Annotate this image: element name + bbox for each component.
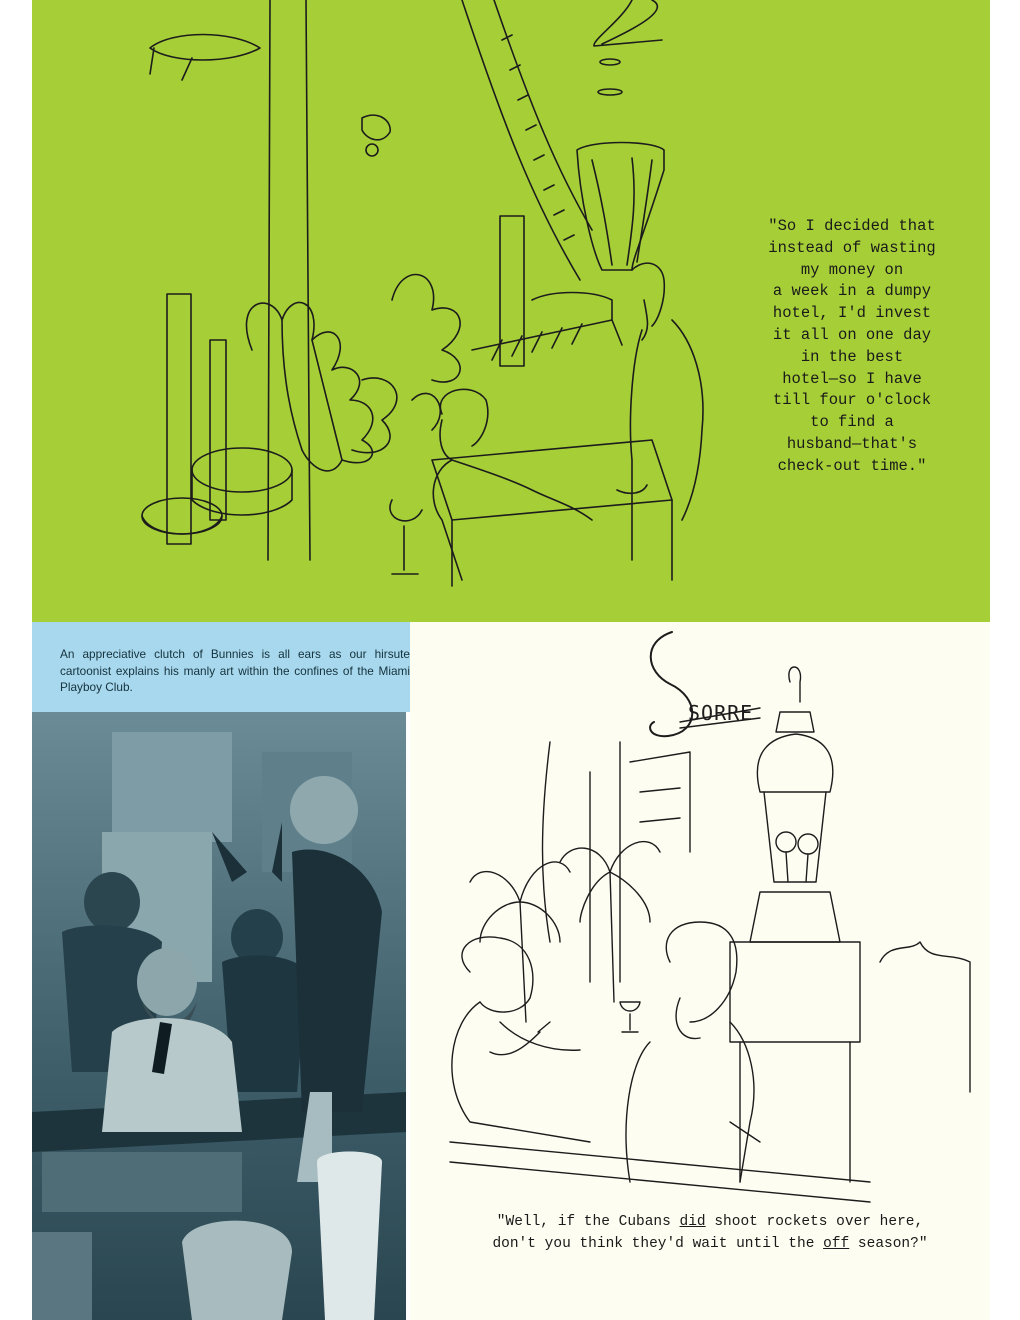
caption-emphasis-did: did bbox=[679, 1214, 706, 1230]
caption-line1-part1: "Well, if the Cubans bbox=[496, 1214, 680, 1230]
top-cartoon-caption: "So I decided that instead of wasting my money on a week in a dumpy hotel, I'd invest it all on one day in the best hotel—so I have till four o'clock to find a husband—that's check-out time." bbox=[768, 217, 936, 475]
caption-emphasis-off: off bbox=[823, 1235, 850, 1252]
caption-line2-part2: season?" bbox=[849, 1235, 928, 1252]
caption-line1-part2: shoot rockets over here, bbox=[705, 1214, 924, 1230]
bunnies-photo-illustration bbox=[32, 712, 406, 1320]
caption-line2-part1: don't you think they'd wait until the bbox=[492, 1235, 824, 1252]
photo-caption: An appreciative clutch of Bunnies is all ears as our hirsute cartoonist explains his manly art within the confines of the Miami Playboy Club. bbox=[60, 647, 410, 694]
bottom-cartoon-panel bbox=[410, 622, 990, 1320]
top-cartoon-panel bbox=[32, 0, 990, 622]
photo-caption-box bbox=[32, 622, 410, 712]
playboy-club-photo bbox=[32, 712, 406, 1320]
hotel-sign-text: SORRE bbox=[688, 701, 754, 725]
bottom-cartoon-caption bbox=[430, 1212, 990, 1255]
